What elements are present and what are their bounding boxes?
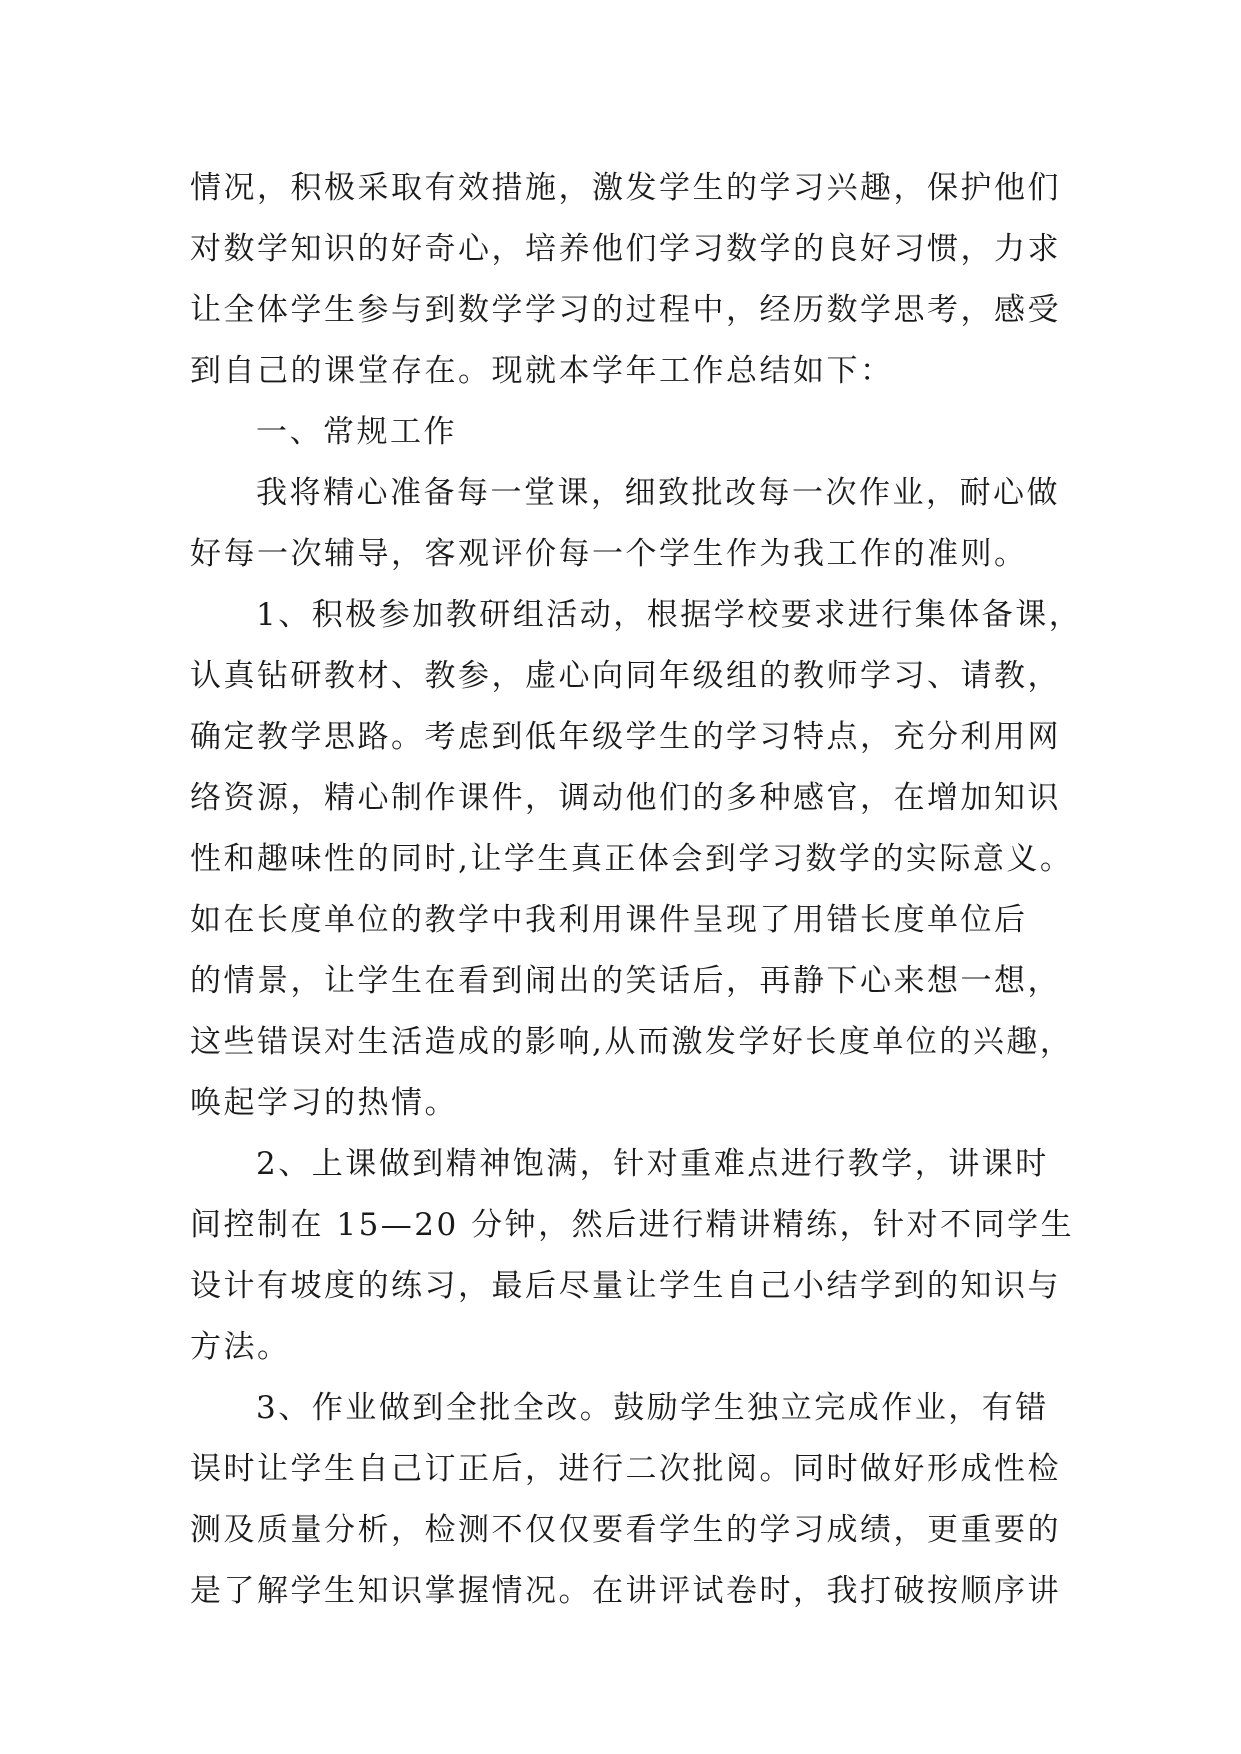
paragraph-line: 性和趣味性的同时,让学生真正体会到学习数学的实际意义。 [190, 841, 1074, 877]
paragraph-line: 的情景，让学生在看到闹出的笑话后，再静下心来想一想， [190, 963, 1061, 999]
paragraph-line: 间控制在 15—20 分钟，然后进行精讲精练，针对不同学生 [190, 1207, 1075, 1243]
paragraph-line: 到自己的课堂存在。现就本学年工作总结如下： [190, 353, 894, 389]
paragraph-line: 测及质量分析，检测不仅仅要看学生的学习成绩，更重要的 [190, 1512, 1061, 1548]
paragraph-line: 误时让学生自己订正后，进行二次批阅。同时做好形成性检 [190, 1451, 1061, 1487]
paragraph-line: 2、上课做到精神饱满，针对重难点进行教学，讲课时 [256, 1146, 1049, 1182]
paragraph-line: 1、积极参加教研组活动，根据学校要求进行集体备课， [256, 597, 1083, 633]
paragraph-line: 让全体学生参与到数学学习的过程中，经历数学思考，感受 [190, 292, 1061, 328]
paragraph-line: 确定教学思路。考虑到低年级学生的学习特点，充分利用网 [190, 719, 1061, 755]
document-body [190, 158, 1083, 1622]
paragraph-line: 方法。 [190, 1329, 291, 1365]
paragraph-line: 这些错误对生活造成的影响,从而激发学好长度单位的兴趣， [190, 1024, 1074, 1060]
paragraph-line: 是了解学生知识掌握情况。在讲评试卷时，我打破按顺序讲 [190, 1573, 1061, 1609]
paragraph-line: 如在长度单位的教学中我利用课件呈现了用错长度单位后 [190, 902, 1028, 938]
section-heading: 一、常规工作 [256, 414, 457, 450]
paragraph-line: 情况，积极采取有效措施，激发学生的学习兴趣，保护他们 [190, 170, 1061, 206]
paragraph-line: 3、作业做到全批全改。鼓励学生独立完成作业，有错 [256, 1390, 1049, 1426]
paragraph-line: 好每一次辅导，客观评价每一个学生作为我工作的准则。 [190, 536, 1028, 572]
paragraph-line: 设计有坡度的练习，最后尽量让学生自己小结学到的知识与 [190, 1268, 1061, 1304]
paragraph-line: 我将精心准备每一堂课，细致批改每一次作业，耐心做 [256, 475, 1060, 511]
paragraph-line: 唤起学习的热情。 [190, 1085, 458, 1121]
paragraph-line: 络资源，精心制作课件，调动他们的多种感官，在增加知识 [190, 780, 1061, 816]
paragraph-line: 认真钻研教材、教参，虚心向同年级组的教师学习、请教， [190, 658, 1061, 694]
paragraph-line: 对数学知识的好奇心，培养他们学习数学的良好习惯，力求 [190, 231, 1061, 267]
